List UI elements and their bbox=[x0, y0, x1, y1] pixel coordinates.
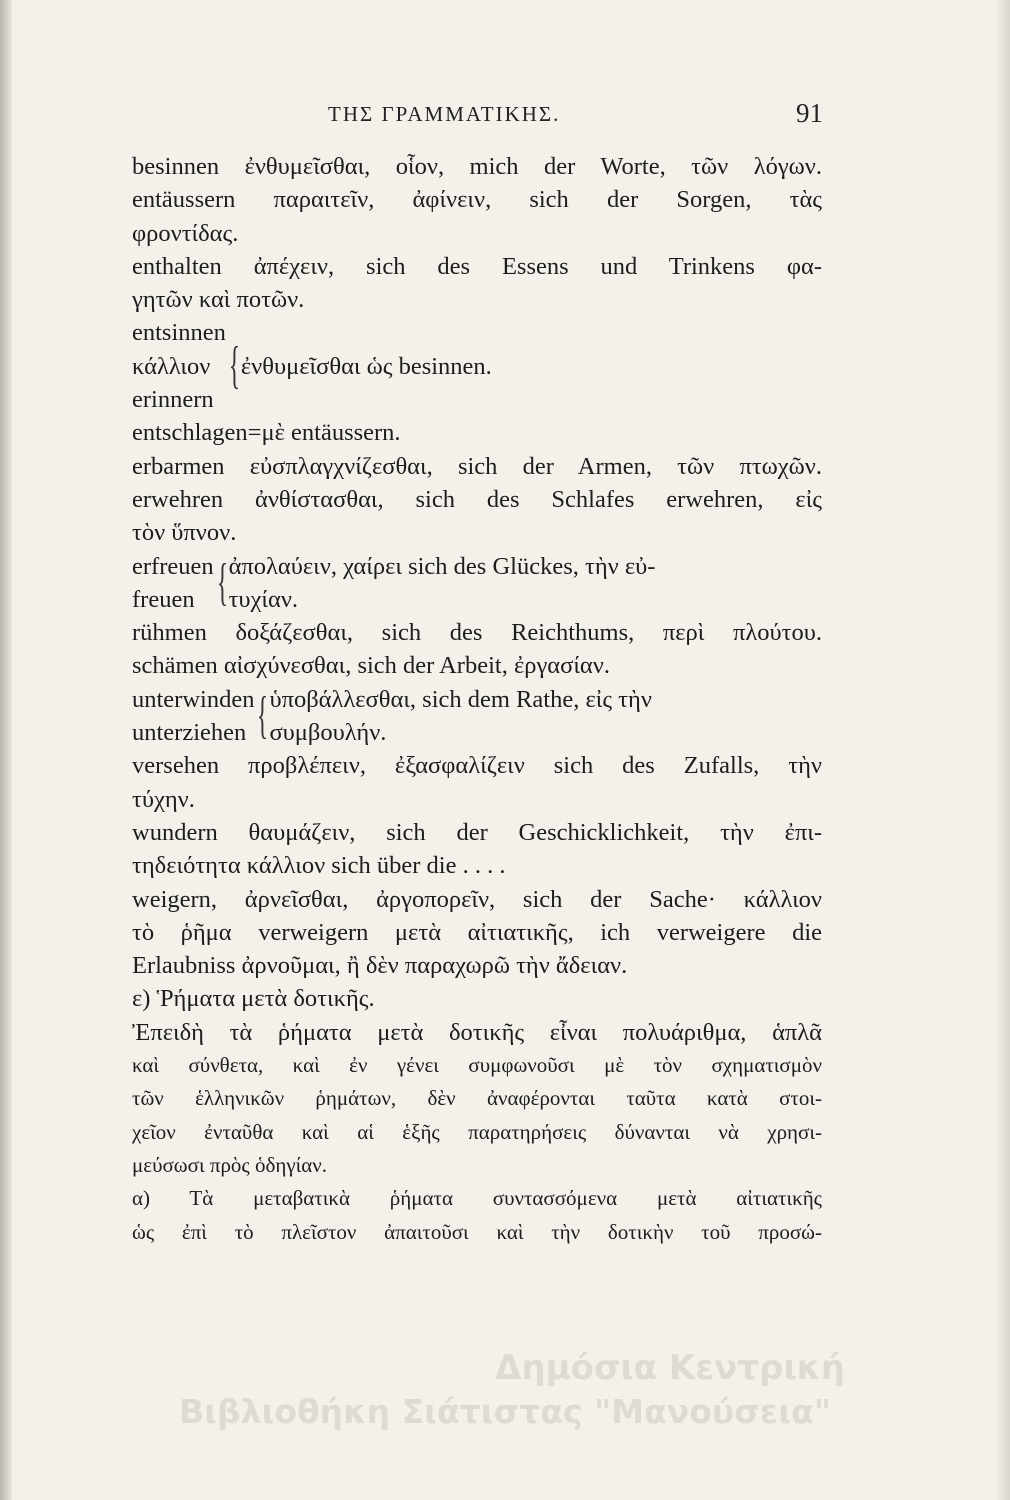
text-line: καὶ σύνθετα, καὶ ἐν γένει συμφωνοῦσι μὲ τὸν σχηματισμὸν bbox=[132, 1053, 822, 1078]
text-line: τηδειότητα κάλλιον sich über die . . . . bbox=[132, 852, 506, 880]
braced-entry-gloss bbox=[269, 683, 651, 750]
library-watermark-line2: Βιβλιοθήκη Σιάτιστας "Μανούσεια" bbox=[178, 1392, 832, 1431]
braced-entry-gloss bbox=[229, 550, 656, 617]
text-line: τύχην. bbox=[132, 785, 195, 813]
page-binding-shadow bbox=[0, 0, 12, 1500]
text-line: τὸν ὕπνον. bbox=[132, 519, 237, 547]
text-line: besinnen ἐνθυμεῖσθαι, οἷον, mich der Worte, τῶν λόγων. bbox=[132, 153, 822, 180]
braced-entry-terms: entsinnen κάλλιον erinnern bbox=[132, 319, 226, 414]
text-line: rühmen δοξάζεσθαι, sich des Reichthums, περὶ πλούτου. bbox=[132, 619, 822, 647]
text-line: α) Τὰ μεταβατικὰ ῥήματα συντασσόμενα μετὰ αἰτιατικῆς bbox=[132, 1186, 822, 1211]
curly-brace: { bbox=[216, 553, 228, 611]
running-head bbox=[128, 98, 823, 130]
running-title: ΤΗΣ ΓΡΑΜΜΑΤΙΚΗΣ. bbox=[328, 102, 561, 126]
braced-entry-terms: unterwinden unterziehen bbox=[132, 685, 255, 747]
braced-entry-unterwinden bbox=[132, 683, 822, 750]
text-line: erbarmen εὐσπλαγχνίζεσθαι, sich der Armen, τῶν πτωχῶν. bbox=[132, 452, 822, 480]
text-line: φροντίδας. bbox=[132, 219, 239, 247]
library-watermark-line1: Δημόσια Κεντρική bbox=[495, 1348, 845, 1388]
text-line: γητῶν καὶ ποτῶν. bbox=[132, 286, 305, 314]
braced-gloss-line: ἀπολαύειν, χαίρει sich des Glückes, τὴν εὐ- bbox=[228, 552, 656, 580]
braced-gloss-line: τυχίαν. bbox=[228, 585, 299, 613]
text-line: wundern θαυμάζειν, sich der Geschicklichkeit, τὴν ἐπι- bbox=[132, 818, 822, 846]
text-line: weigern, ἀρνεῖσθαι, ἀργοπορεῖν, sich der Sache· κάλλιον bbox=[132, 885, 822, 913]
braced-entry-entsinnen bbox=[132, 316, 822, 416]
braced-gloss-line: συμβουλήν. bbox=[269, 719, 387, 747]
curly-brace: { bbox=[228, 337, 241, 395]
text-line: erwehren ἀνθίστασθαι, sich des Schlafes erwehren, εἰς bbox=[132, 485, 822, 513]
text-line: τῶν ἑλληνικῶν ῥημάτων, δὲν ἀναφέρονται ταῦτα κατὰ στοι- bbox=[132, 1086, 822, 1111]
text-line: entäussern παραιτεῖν, ἀφίνειν, sich der Sorgen, τὰς bbox=[132, 186, 822, 214]
text-line: χεῖον ἐνταῦθα καὶ αἱ ἑξῆς παρατηρήσεις δύνανται νὰ χρησι- bbox=[132, 1119, 822, 1144]
braced-gloss-line: ὑποβάλλεσθαι, sich dem Rathe, εἰς τὴν bbox=[269, 685, 652, 713]
braced-entry-erfreuen bbox=[132, 550, 822, 617]
section-heading: ε) Ῥήματα μετὰ δοτικῆς. bbox=[132, 985, 375, 1013]
text-line: enthalten ἀπέχειν, sich des Essens und Trinkens φα- bbox=[132, 252, 822, 280]
page-edge bbox=[996, 0, 1010, 1500]
body-text bbox=[132, 150, 822, 1249]
page-number: 91 bbox=[796, 98, 823, 128]
text-line: Ἐπειδὴ τὰ ῥήματα μετὰ δοτικῆς εἶναι πολυάριθμα, ἁπλᾶ bbox=[132, 1018, 822, 1046]
braced-entry-terms: erfreuen freuen bbox=[132, 552, 214, 613]
text-line: τὸ ῥῆμα verweigern μετὰ αἰτιατικῆς, ich verweigere die bbox=[132, 918, 822, 946]
text-line: Erlaubniss ἀρνοῦμαι, ἢ δὲν παραχωρῶ τὴν ἄδειαν. bbox=[132, 952, 628, 980]
text-line: ὡς ἐπὶ τὸ πλεῖστον ἀπαιτοῦσι καὶ τὴν δοτικὴν τοῦ προσώ- bbox=[132, 1219, 822, 1244]
braced-entry-gloss: ἐνθυμεῖσθαι ὡς besinnen. bbox=[240, 352, 492, 380]
text-line: schämen αἰσχύνεσθαι, sich der Arbeit, ἐργασίαν. bbox=[132, 652, 610, 680]
text-line: μεύσωσι πρὸς ὁδηγίαν. bbox=[132, 1152, 328, 1177]
text-line: entschlagen=μὲ entäussern. bbox=[132, 419, 401, 447]
text-line: versehen προβλέπειν, ἐξασφαλίζειν sich des Zufalls, τὴν bbox=[132, 752, 822, 780]
curly-brace: { bbox=[257, 687, 269, 745]
